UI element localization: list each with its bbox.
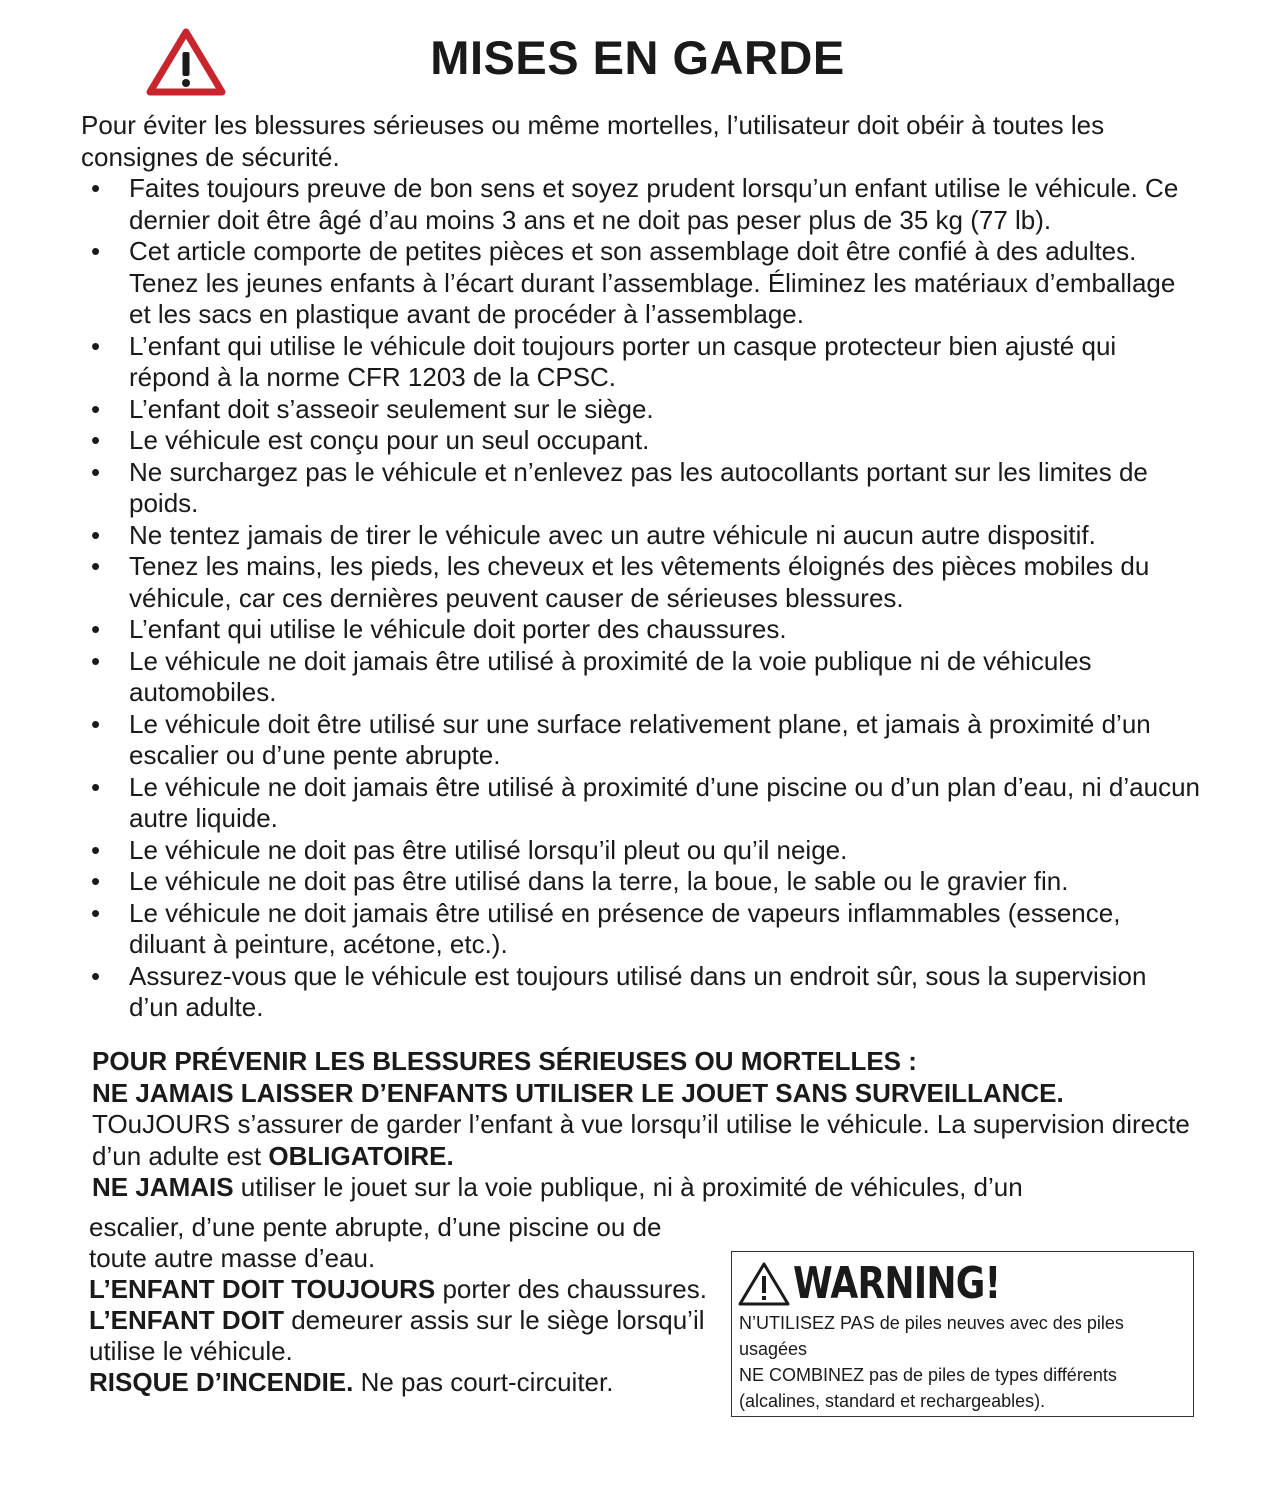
shoes-rule: [89, 1274, 709, 1305]
warning-header: [739, 1258, 1186, 1310]
supervision-paragraph-1: [92, 1109, 1222, 1172]
fire-rule-bold: RISQUE D’INCENDIE.: [89, 1367, 354, 1397]
safety-bullet-item: [81, 961, 1201, 1024]
safety-bullet-text: Le véhicule ne doit pas être utilisé dans la terre, la boue, le sable ou le gravier fin.: [129, 866, 1069, 896]
bullet-dot-icon: •: [91, 519, 101, 550]
bullet-dot-icon: •: [91, 551, 101, 581]
safety-bullet-item: [81, 835, 1201, 867]
supervision-para-2-text: utiliser le jouet sur la voie publique, ni à proximité de véhicules, d’un: [233, 1172, 1023, 1202]
safety-bullet-item: [81, 457, 1201, 520]
safety-bullet-text: Le véhicule ne doit jamais être utilisé à proximité de la voie publique ni de véhicules automobiles.: [129, 645, 1092, 707]
safety-bullet-text: Tenez les mains, les pieds, les cheveux et les vêtements éloignés des pièces mobiles du véhicule, car ces dernières peuvent causer de sérieuses blessures.: [129, 551, 1150, 613]
bullet-dot-icon: •: [91, 866, 101, 896]
safety-bullet-item: [81, 898, 1201, 961]
safety-bullet-text: Le véhicule est conçu pour un seul occupant.: [129, 425, 650, 455]
safety-bullet-text: Le véhicule ne doit jamais être utilisé en présence de vapeurs inflammables (essence, diluant à peinture, acétone, etc.).: [129, 897, 1121, 959]
lower-left-text: [89, 1212, 709, 1398]
supervision-heading-2: NE JAMAIS LAISSER D’ENFANTS UTILISER LE JOUET SANS SURVEILLANCE.: [92, 1077, 1064, 1108]
bullet-dot-icon: •: [91, 330, 101, 361]
safety-bullet-item: [81, 520, 1201, 552]
bullet-dot-icon: •: [91, 960, 101, 991]
header: [0, 28, 1275, 98]
shoes-rule-bold: L’ENFANT DOIT TOUJOURS: [89, 1274, 436, 1304]
safety-bullet-list: [81, 173, 1201, 1024]
supervision-para-1-text: TOuJOURS s’assurer de garder l’enfant à vue lorsqu’il utilise le véhicule. La supervision directe d’un adulte est: [92, 1109, 1190, 1171]
safety-bullet-item: [81, 614, 1201, 646]
bullet-dot-icon: •: [91, 834, 101, 865]
supervision-section: [92, 1046, 1222, 1204]
warning-title: WARNING!: [793, 1258, 1001, 1309]
page-title: MISES EN GARDE: [430, 31, 845, 84]
safety-bullet-item: [81, 394, 1201, 426]
safety-bullet-item: [81, 425, 1201, 457]
bullet-dot-icon: •: [91, 897, 101, 928]
safety-bullet-text: L’enfant qui utilise le véhicule doit porter des chaussures.: [129, 614, 787, 644]
safety-bullet-text: Ne surchargez pas le véhicule et n’enlevez pas les autocollants portant sur les limites de poids.: [129, 456, 1148, 518]
bullet-dot-icon: •: [91, 771, 101, 802]
safety-bullet-item: [81, 173, 1201, 236]
battery-warning-box: [731, 1251, 1194, 1417]
bullet-dot-icon: •: [91, 645, 101, 676]
safety-bullet-item: [81, 646, 1201, 709]
bullet-dot-icon: •: [91, 425, 101, 455]
safety-bullet-item: [81, 866, 1201, 898]
seat-rule-text: demeurer assis sur le siège lorsqu’il utilise le véhicule.: [89, 1305, 705, 1366]
safety-bullet-text: Ne tentez jamais de tirer le véhicule avec un autre véhicule ni aucun autre dispositif.: [129, 519, 1096, 550]
safety-bullet-text: Faites toujours preuve de bon sens et soyez prudent lorsqu’un enfant utilise le véhicule. Ce dernier doit être âgé d’au moins 3 ans et ne doit pas peser plus de 35 kg (77 lb).: [129, 173, 1179, 235]
bullet-dot-icon: •: [91, 173, 101, 203]
supervision-para-2-bold: NE JAMAIS: [92, 1172, 234, 1202]
safety-bullet-text: L’enfant qui utilise le véhicule doit toujours porter un casque protecteur bien ajusté qui répond à la norme CFR 1203 de la CPSC.: [129, 330, 1117, 392]
safety-bullet-text: L’enfant doit s’asseoir seulement sur le siège.: [129, 393, 654, 424]
safety-bullet-text: Le véhicule doit être utilisé sur une surface relativement plane, et jamais à proximité d’un escalier ou d’une pente abrupte.: [129, 708, 1151, 770]
safety-bullet-item: [81, 709, 1201, 772]
bullet-dot-icon: •: [91, 456, 101, 487]
seat-rule-bold: L’ENFANT DOIT: [89, 1305, 284, 1335]
warning-outline-triangle-icon: [737, 1261, 791, 1307]
intro-text: Pour éviter les blessures sérieuses ou même mortelles, l’utilisateur doit obéir à toutes les consignes de sécurité.: [81, 110, 1105, 172]
fire-rule-text: Ne pas court-circuiter.: [353, 1367, 614, 1397]
shoes-rule-text: porter des chaussures.: [435, 1274, 707, 1304]
seat-rule: [89, 1305, 709, 1367]
supervision-paragraph-2: [92, 1172, 1222, 1204]
safety-bullet-text: Le véhicule ne doit pas être utilisé lorsqu’il pleut ou qu’il neige.: [129, 834, 848, 865]
bullet-dot-icon: •: [91, 614, 101, 644]
bullet-dot-icon: •: [91, 393, 101, 424]
warning-line-2: NE COMBINEZ pas de piles de types différents (alcalines, standard et rechargeables).: [739, 1365, 1117, 1411]
safety-bullet-text: Assurez-vous que le véhicule est toujours utilisé dans un endroit sûr, sous la supervision d’un adulte.: [129, 960, 1147, 1022]
safety-bullet-text: Le véhicule ne doit jamais être utilisé à proximité d’une piscine ou d’un plan d’eau, ni d’aucun autre liquide.: [129, 771, 1201, 833]
safety-bullet-item: [81, 236, 1201, 331]
fire-rule: [89, 1367, 709, 1398]
safety-bullet-item: [81, 331, 1201, 394]
bullet-dot-icon: •: [91, 708, 101, 739]
continuation-text: escalier, d’une pente abrupte, d’une piscine ou de toute autre masse d’eau.: [89, 1212, 662, 1273]
supervision-heading-1: POUR PRÉVENIR LES BLESSURES SÉRIEUSES OU MORTELLES :: [92, 1046, 917, 1076]
safety-bullet-item: [81, 551, 1201, 614]
warning-line-1: N’UTILISEZ PAS de piles neuves avec des piles usagées: [739, 1313, 1124, 1359]
supervision-para-1-bold: OBLIGATOIRE.: [268, 1140, 454, 1171]
safety-bullet-item: [81, 772, 1201, 835]
bullet-dot-icon: •: [91, 236, 101, 266]
safety-bullet-text: Cet article comporte de petites pièces et son assemblage doit être confié à des adultes. Tenez les jeunes enfants à l’écart durant l’assemblage. Éliminez les matériaux d’emballage et les sacs en plastique avant de procéder à l’assemblage.: [129, 236, 1176, 329]
